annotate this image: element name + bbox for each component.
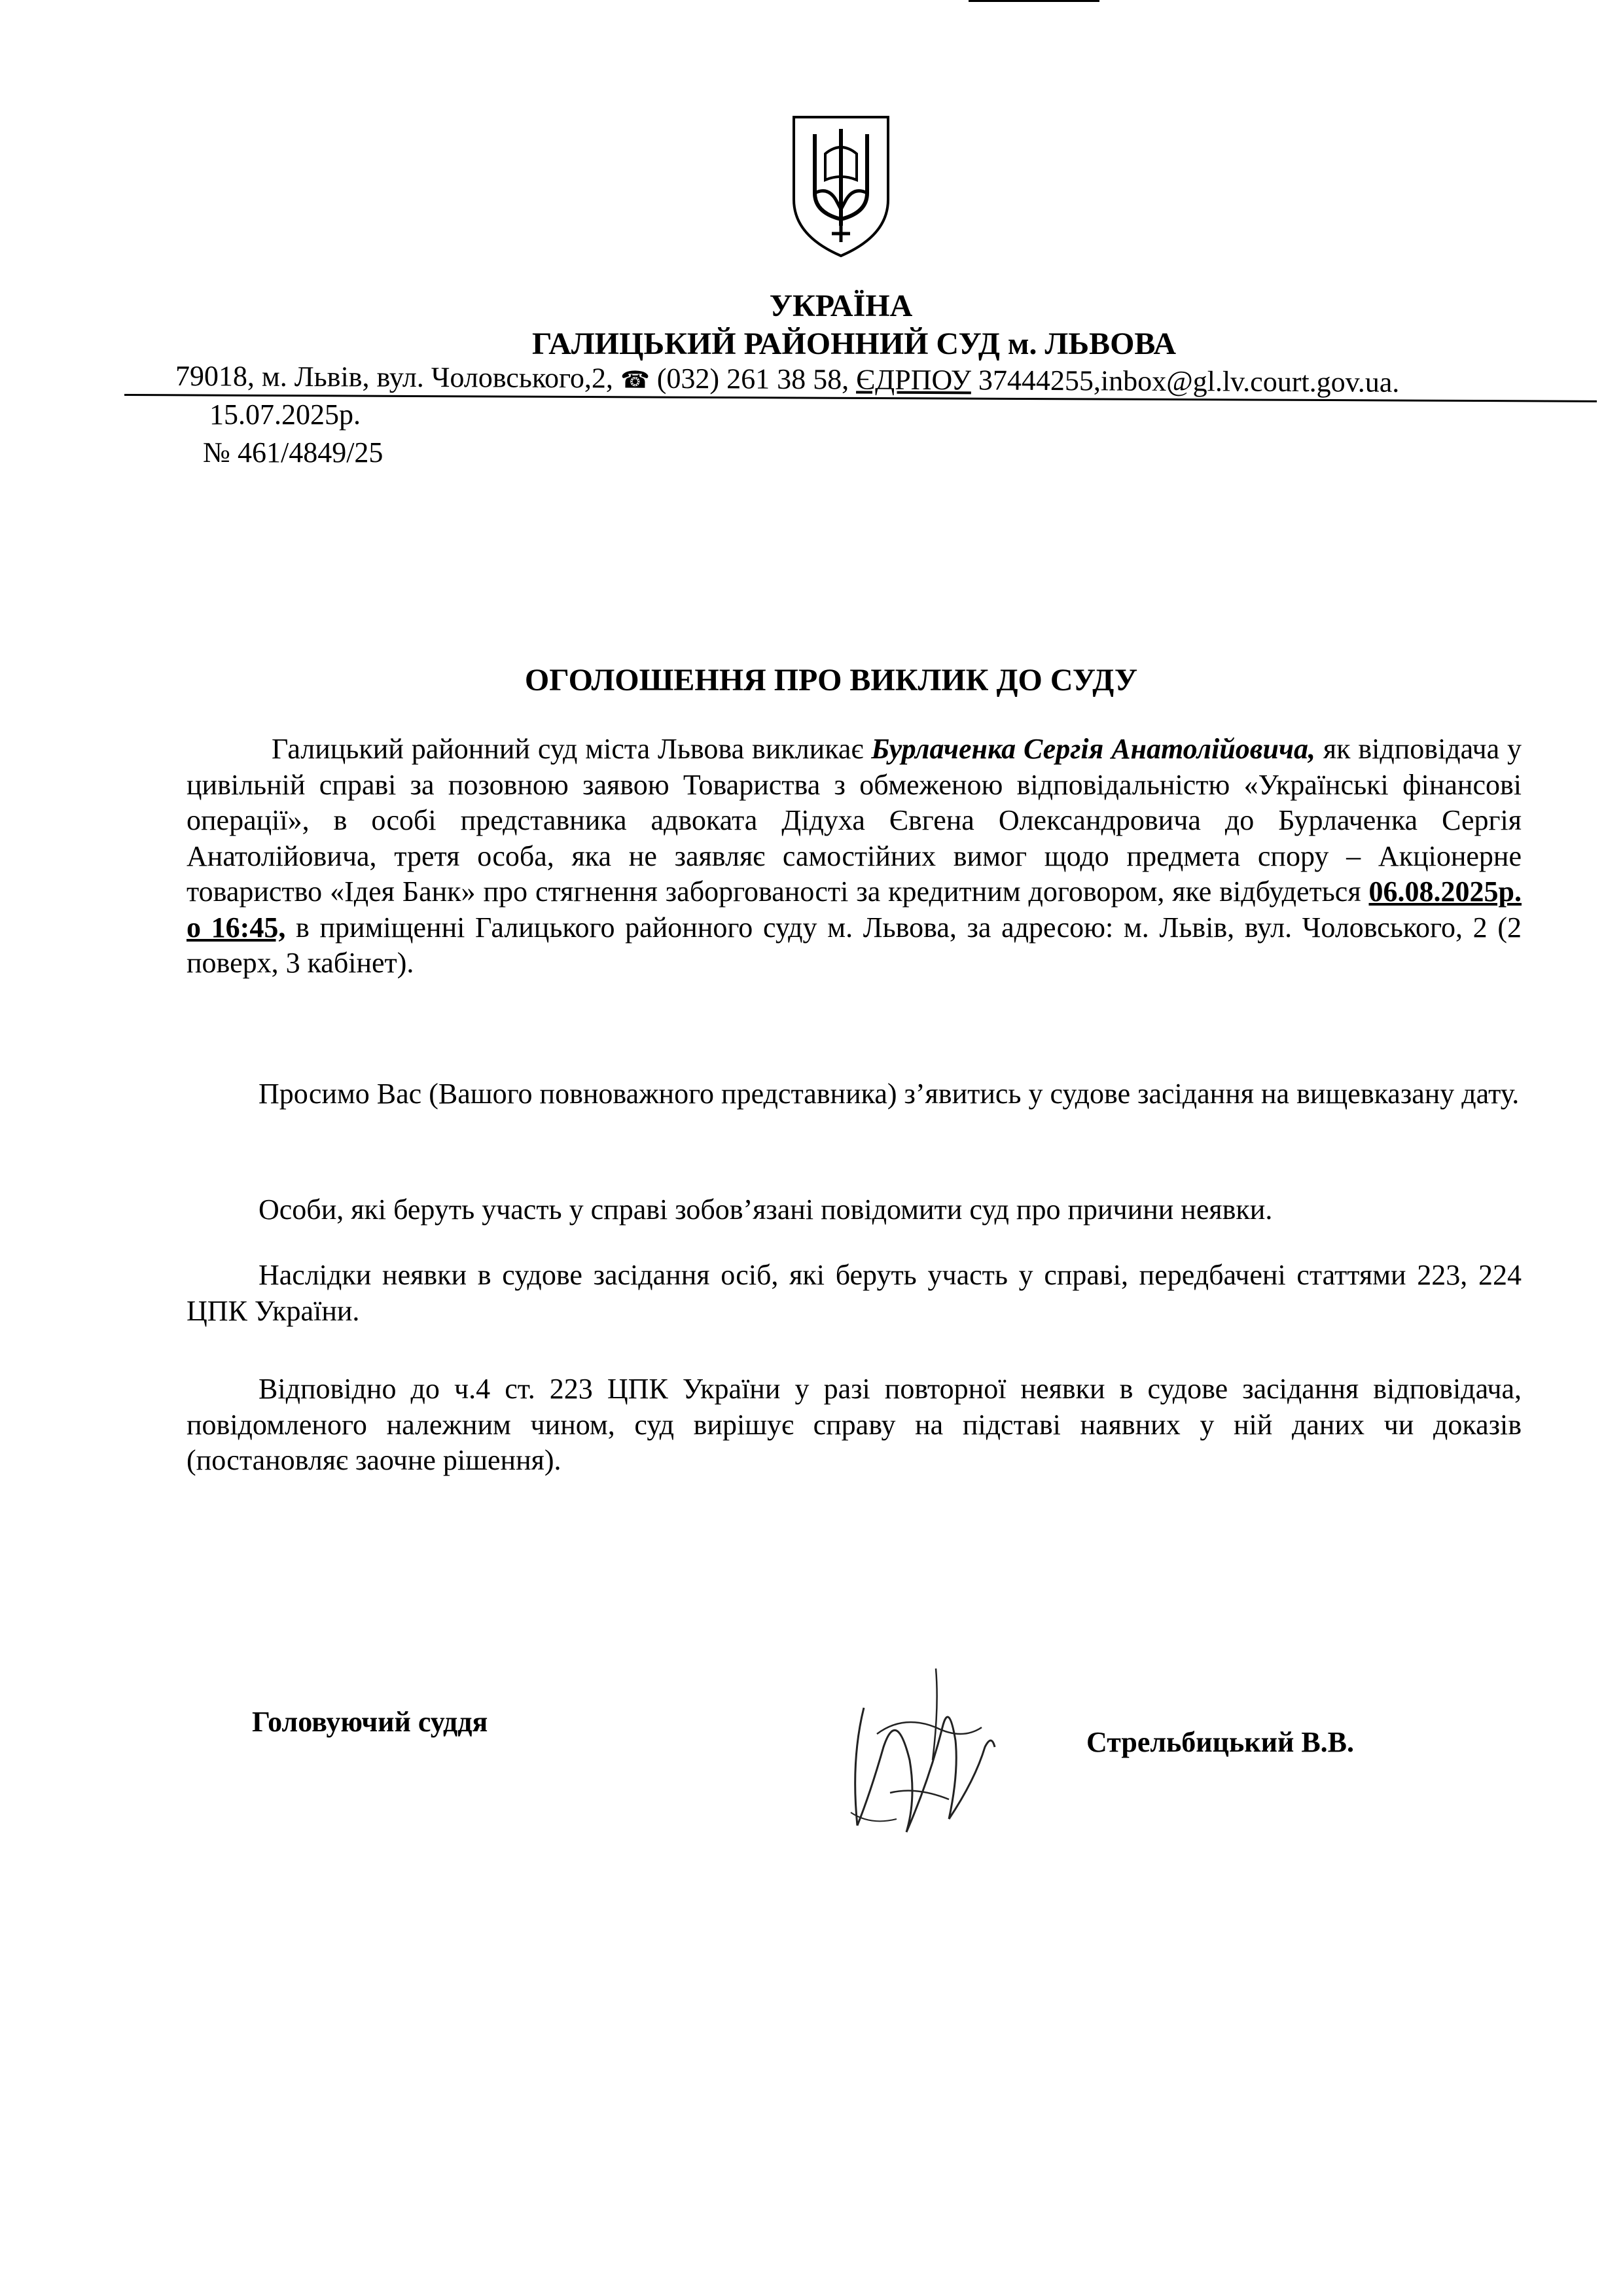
notification-duty-paragraph: Особи, які беруть участь у справі зобов’язані повідомити суд про причини неявки. bbox=[259, 1193, 1273, 1226]
phone-icon: ☎ bbox=[620, 366, 650, 394]
edrpou-email: 37444255,inbox@gl.lv.court.gov.ua. bbox=[978, 364, 1400, 398]
trident-emblem-icon bbox=[789, 115, 893, 258]
scan-edge-mark bbox=[969, 0, 1099, 2]
document-date: 15.07.2025р. bbox=[209, 398, 361, 431]
court-address: 79018, м. Львів, вул. Чоловського,2, bbox=[175, 360, 614, 395]
country-heading: УКРАЇНА bbox=[769, 289, 913, 323]
summons-text-start: Галицький районний суд міста Львова викликає bbox=[272, 733, 872, 765]
hearing-datetime: 06.08.2025р. о 16:45, bbox=[187, 875, 1522, 944]
edrpou-label: ЄДРПОУ bbox=[856, 363, 972, 397]
appearance-request-paragraph: Просимо Вас (Вашого повноважного представника) з’явитись у судове засідання на вищевказану дату. bbox=[259, 1078, 1520, 1110]
summons-text-end: в приміщенні Галицького районного суду м. Львова, за адресою: м. Львів, вул. Чоловського, 2 (2 поверх, 3 кабінет). bbox=[187, 911, 1522, 979]
default-judgment-paragraph: Відповідно до ч.4 ст. 223 ЦПК України у разі повторної неявки в судове засідання відповідача, повідомленого належним чином, суд вирішує справу на підставі наявних у ній даних чи доказів (постановляє заочне рішення). bbox=[187, 1373, 1522, 1476]
presiding-judge-label: Головуючий суддя bbox=[252, 1706, 488, 1738]
case-number: № 461/4849/25 bbox=[203, 436, 383, 468]
court-name-heading: ГАЛИЦЬКИЙ РАЙОННИЙ СУД м. ЛЬВОВА bbox=[531, 327, 1177, 361]
summons-paragraph bbox=[187, 732, 1522, 981]
document-title: ОГОЛОШЕННЯ ПРО ВИКЛИК ДО СУДУ bbox=[524, 663, 1138, 698]
court-phone: (032) 261 38 58, bbox=[656, 362, 849, 396]
judge-signature-icon bbox=[785, 1629, 1008, 1852]
summons-text-middle: як відповідача у цивільній справі за позовною заявою Товариства з обмеженою відповідальністю «Українські фінансові операції», в особі представника адвоката Дідуха Євгена Олександровича до Бурлаченка Сергія Анатолійовича, третя особа, яка не заявляє самостійних вимог щодо предмета спору – Акціонерне товариство «Ідея Банк» про стягнення заборгованості за кредитним договором, яке відбудеться bbox=[187, 733, 1522, 908]
defendant-name: Бурлаченка Сергія Анатолійовича, bbox=[871, 733, 1316, 765]
consequences-paragraph: Наслідки неявки в судове засідання осіб, які беруть участь у справі, передбачені статтями 223, 224 ЦПК України. bbox=[187, 1259, 1522, 1327]
judge-name: Стрельбицький В.В. bbox=[1086, 1726, 1355, 1758]
